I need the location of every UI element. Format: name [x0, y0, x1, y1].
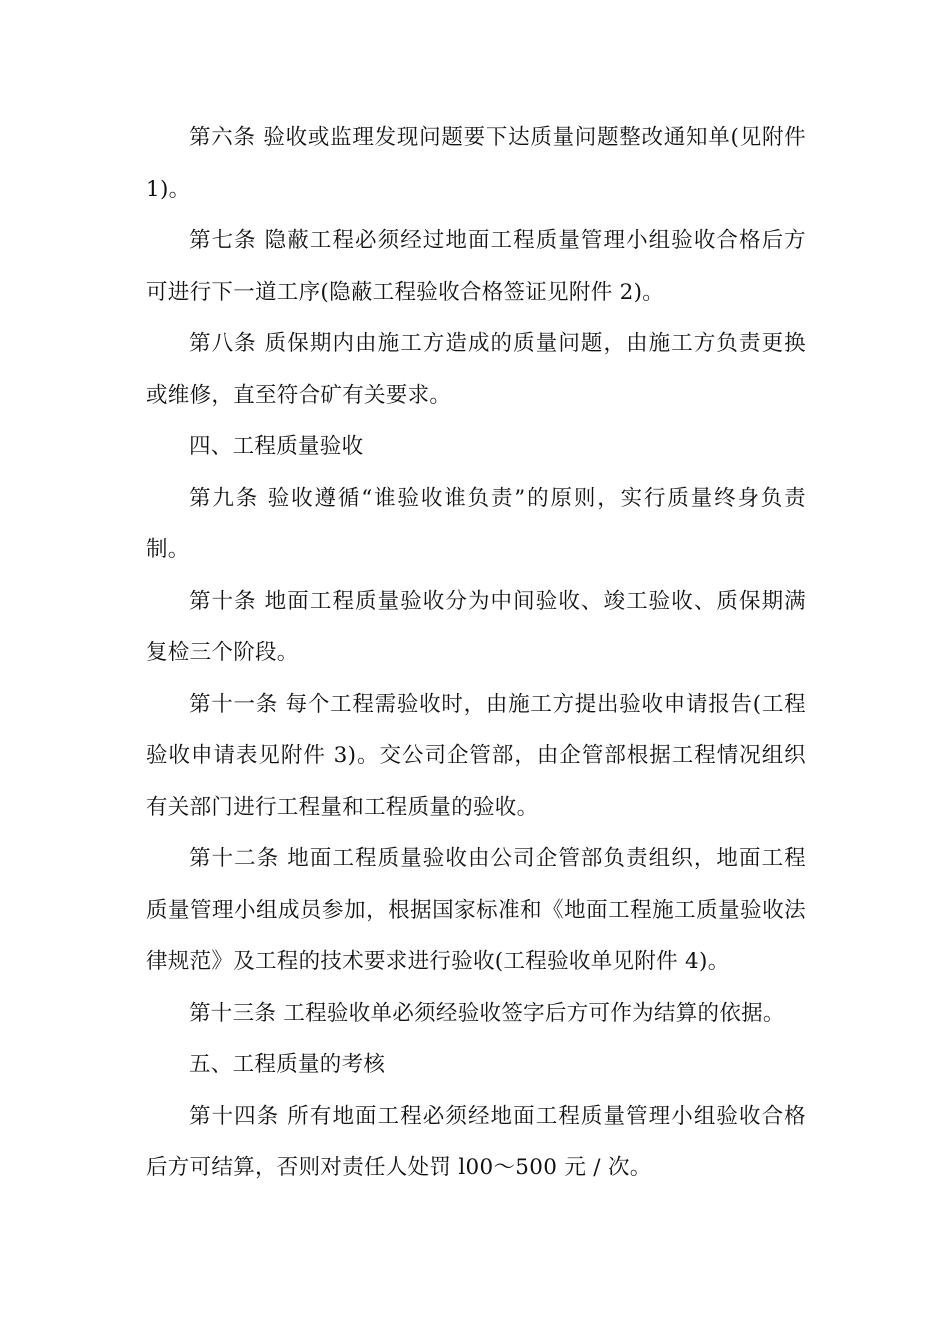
- article-6-paragraph: 第六条 验收或监理发现问题要下达质量问题整改通知单(见附件 1)。: [146, 125, 806, 202]
- article-12-paragraph: 第十二条 地面工程质量验收由公司企管部负责组织，地面工程质量管理小组成员参加，根据国家标准和《地面工程施工质量验收法律规范》及工程的技术要求进行验收(工程验收单见附件 4)。: [146, 846, 806, 974]
- article-7-paragraph: 第七条 隐蔽工程必须经过地面工程质量管理小组验收合格后方可进行下一道工序(隐蔽工程验收合格签证见附件 2)。: [146, 228, 806, 305]
- article-8-paragraph: 第八条 质保期内由施工方造成的质量问题，由施工方负责更换或维修，直至符合矿有关要求。: [146, 331, 806, 408]
- article-10-paragraph: 第十条 地面工程质量验收分为中间验收、竣工验收、质保期满复检三个阶段。: [146, 588, 806, 665]
- section-5-heading: 五、工程质量的考核: [189, 1052, 386, 1077]
- article-14-paragraph: 第十四条 所有地面工程必须经地面工程质量管理小组验收合格后方可结算，否则对责任人处罚 l00～500 元 / 次。: [146, 1103, 806, 1180]
- section-4-heading: 四、工程质量验收: [189, 434, 364, 459]
- article-9-paragraph: 第九条 验收遵循“谁验收谁负责”的原则，实行质量终身负责制。: [146, 485, 806, 562]
- article-13-paragraph: 第十三条 工程验收单必须经验收签字后方可作为结算的依据。: [189, 1000, 785, 1026]
- article-11-paragraph: 第十一条 每个工程需验收时，由施工方提出验收申请报告(工程验收申请表见附件 3)。交公司企管部，由企管部根据工程情况组织有关部门进行工程量和工程质量的验收。: [146, 691, 806, 820]
- document-body: [146, 112, 806, 1194]
